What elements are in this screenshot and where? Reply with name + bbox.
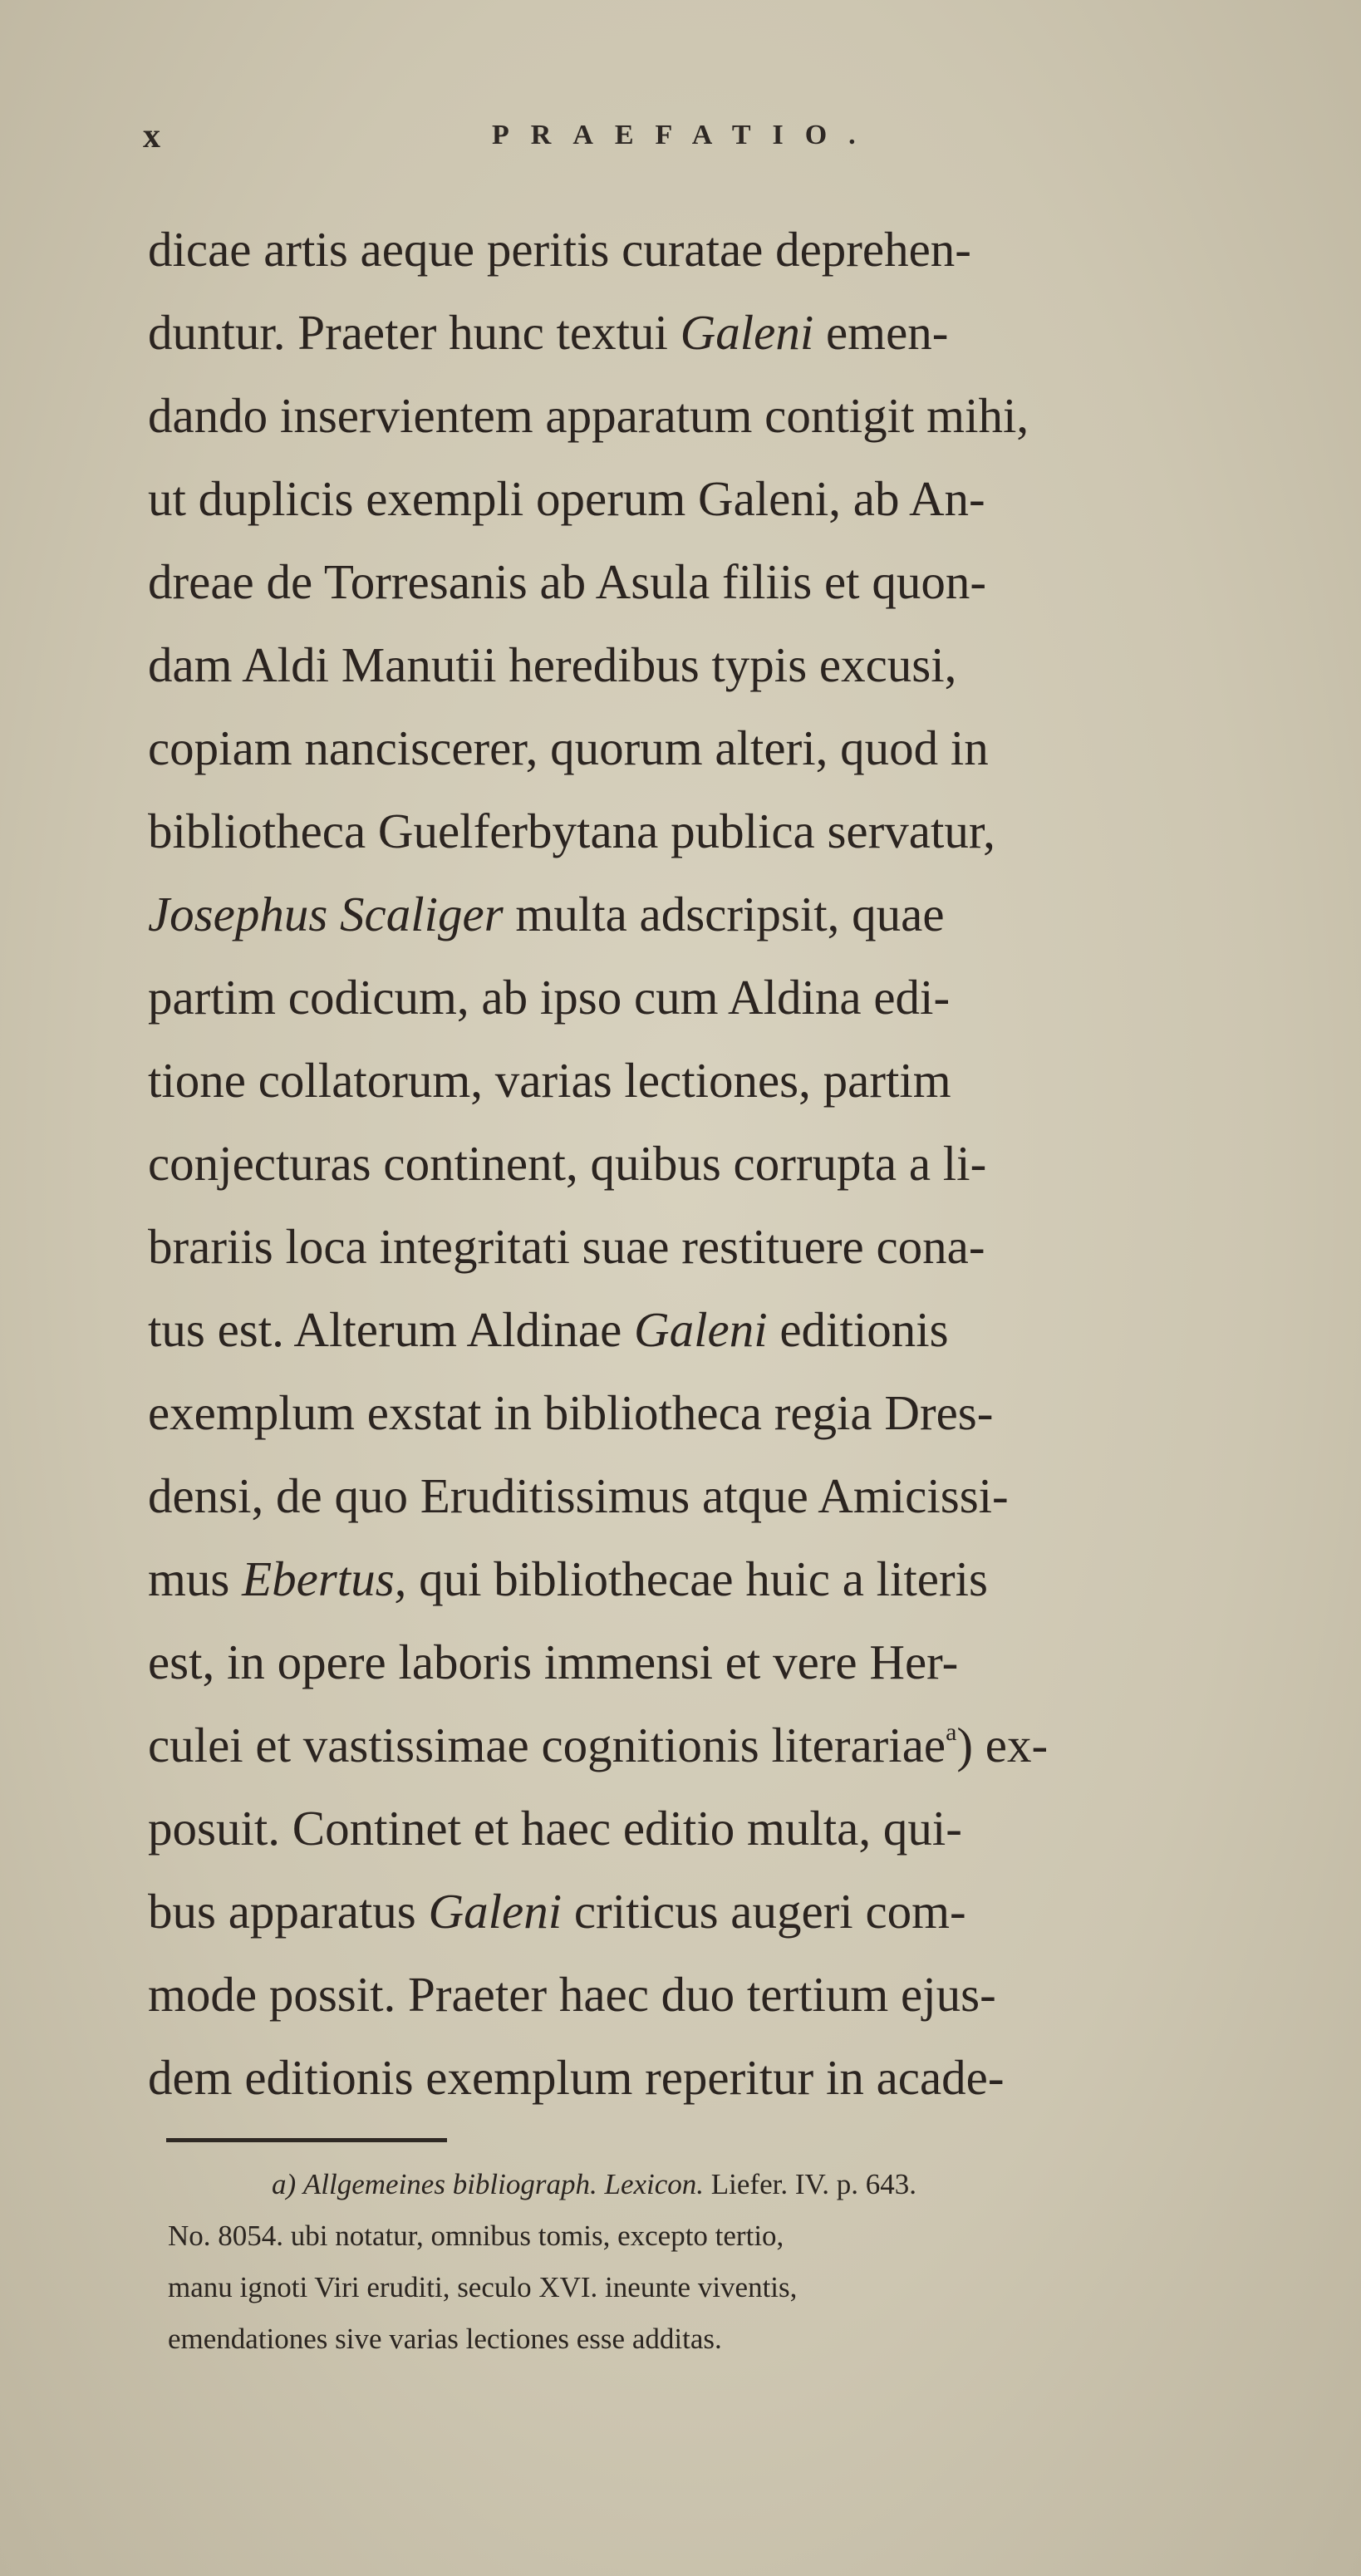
italic-name: Josephus Scaliger bbox=[148, 887, 504, 941]
text-segment: culei et vastissimae cognitionis literariae bbox=[148, 1718, 946, 1772]
footnote-line: emendationes sive varias lectiones esse additas. bbox=[168, 2323, 722, 2355]
text-line: exemplum exstat in bibliotheca regia Dres- bbox=[148, 1385, 994, 1440]
text-segment: emen- bbox=[813, 305, 949, 360]
text-line: dando inservientem apparatum contigit mihi, bbox=[148, 388, 1029, 443]
footnote-divider bbox=[166, 2138, 447, 2142]
text-line: conjecturas continent, quibus corrupta a li- bbox=[148, 1136, 987, 1191]
footnote-line bbox=[168, 2159, 1348, 2210]
text-line: tione collatorum, varias lectiones, partim bbox=[148, 1053, 951, 1108]
text-segment: bus apparatus bbox=[148, 1884, 429, 1939]
text-line: dreae de Torresanis ab Asula filiis et quon- bbox=[148, 554, 986, 609]
italic-name: Galeni bbox=[428, 1884, 563, 1939]
text-line bbox=[148, 291, 1346, 374]
text-segment: qui bibliothecae huic a literis bbox=[406, 1551, 988, 1606]
text-line: brariis loca integritati suae restituere cona- bbox=[148, 1219, 985, 1274]
text-line: densi, de quo Eruditissimus atque Amicissi- bbox=[148, 1468, 1009, 1523]
text-line: est, in opere laboris immensi et vere Her- bbox=[148, 1635, 959, 1689]
text-line: copiam nanciscerer, quorum alteri, quod in bbox=[148, 720, 989, 775]
text-segment: mus bbox=[148, 1551, 243, 1606]
text-segment: multa adscripsit, quae bbox=[503, 887, 945, 941]
text-line bbox=[148, 1870, 1346, 1953]
text-segment: tus est. Alterum Aldinae bbox=[148, 1302, 635, 1357]
running-head bbox=[143, 116, 1223, 166]
text-segment: editionis bbox=[767, 1302, 949, 1357]
text-line: partim codicum, ab ipso cum Aldina edi- bbox=[148, 970, 951, 1025]
footnote-reference[interactable]: a bbox=[946, 1718, 957, 1746]
footnote-line: No. 8054. ubi notatur, omnibus tomis, excepto tertio, bbox=[168, 2220, 784, 2252]
text-line bbox=[148, 873, 1346, 956]
text-line: dicae artis aeque peritis curatae deprehen- bbox=[148, 222, 971, 277]
text-line: bibliotheca Guelferbytana publica servatur, bbox=[148, 804, 995, 858]
text-line bbox=[148, 1703, 1346, 1787]
main-text bbox=[148, 208, 1346, 2119]
text-segment: ) ex- bbox=[956, 1718, 1049, 1772]
text-line bbox=[148, 1537, 1346, 1620]
running-title: PRAEFATIO. bbox=[492, 120, 877, 150]
footnote-title: Allgemeines bibliograph. Lexicon. bbox=[302, 2168, 705, 2200]
footnote-line: manu ignoti Viri eruditi, seculo XVI. ineunte viventis, bbox=[168, 2271, 798, 2303]
text-line: posuit. Continet et haec editio multa, qui- bbox=[148, 1801, 962, 1856]
page-number: x bbox=[143, 117, 162, 155]
footnote-marker: a) bbox=[272, 2168, 297, 2200]
italic-name: Galeni bbox=[634, 1302, 768, 1357]
footnote bbox=[168, 2159, 1348, 2365]
text-line bbox=[148, 1288, 1346, 1371]
text-line: dem editionis exemplum reperitur in acade- bbox=[148, 2050, 1005, 2105]
footnote-text: Liefer. IV. p. 643. bbox=[704, 2168, 917, 2200]
text-line: ut duplicis exempli operum Galeni, ab An- bbox=[148, 471, 985, 526]
italic-name: Galeni bbox=[680, 305, 814, 360]
text-segment: criticus augeri com- bbox=[562, 1884, 966, 1939]
italic-name: Ebertus, bbox=[242, 1551, 407, 1606]
text-line: mode possit. Praeter haec duo tertium ejus- bbox=[148, 1967, 996, 2022]
text-segment: duntur. Praeter hunc textui bbox=[148, 305, 680, 360]
text-line: dam Aldi Manutii heredibus typis excusi, bbox=[148, 637, 957, 692]
